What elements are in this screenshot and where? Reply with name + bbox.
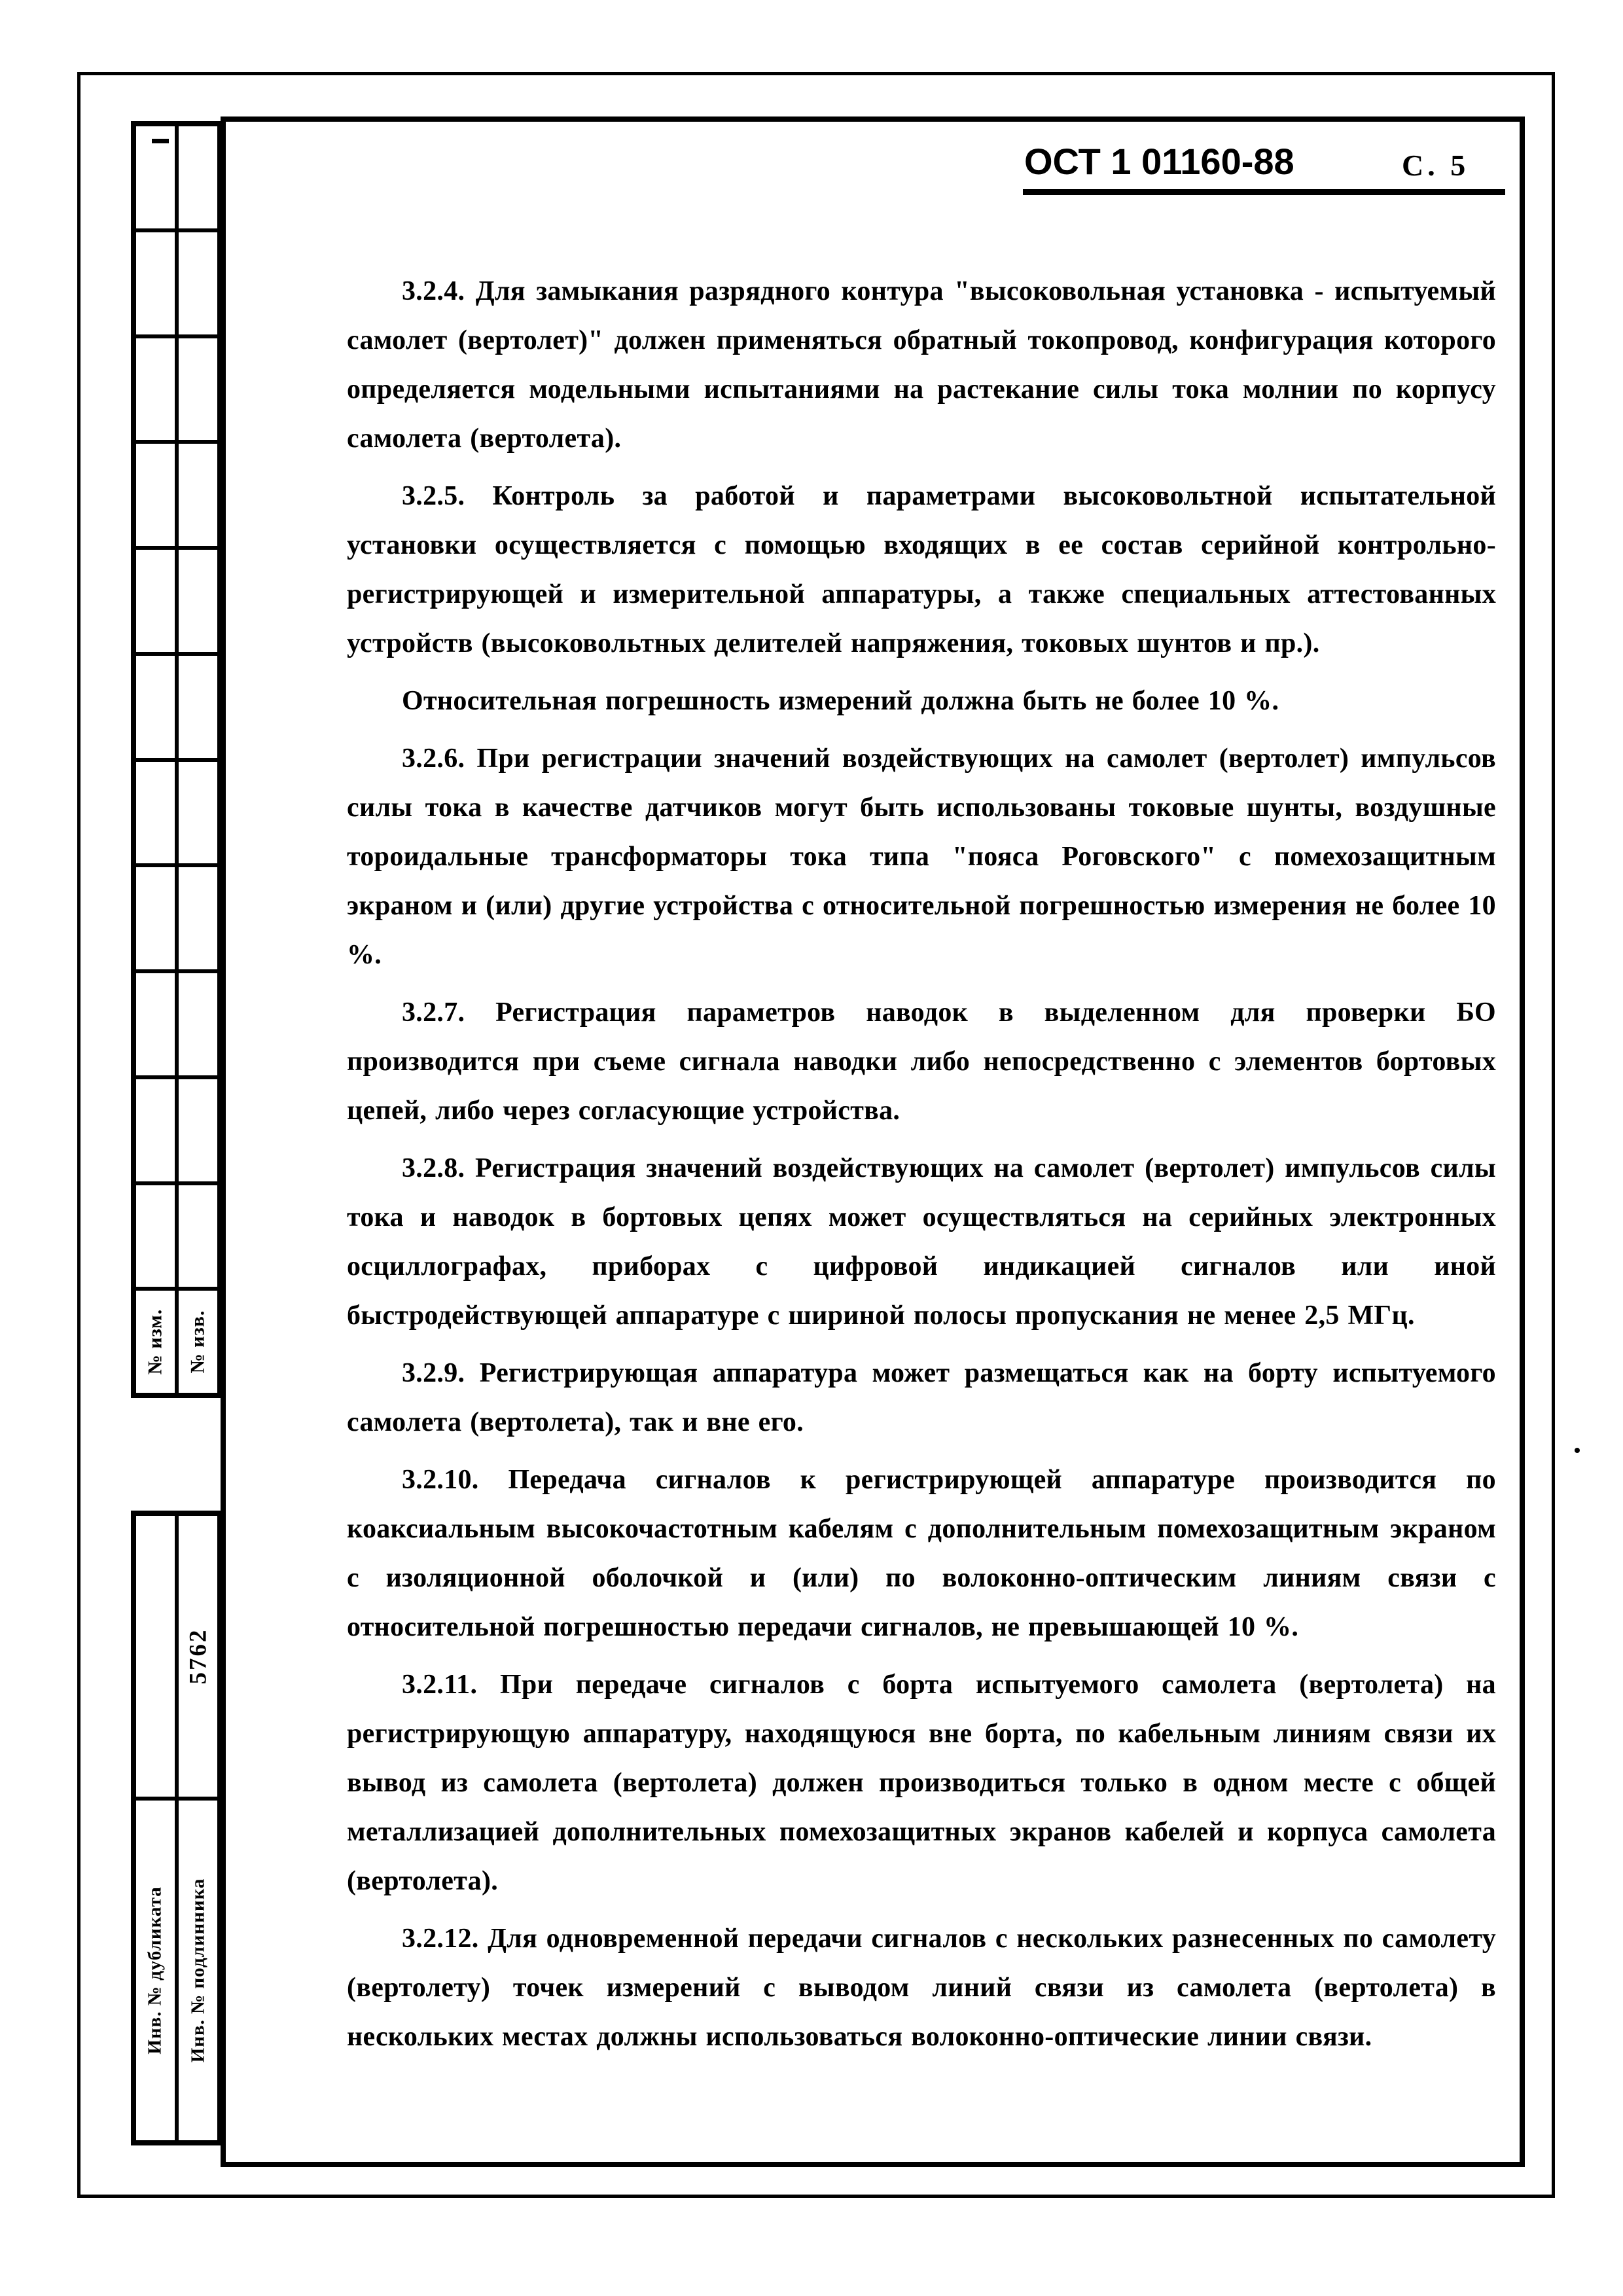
header-underline [1023, 189, 1505, 195]
stamp-cell-inv-duplicate [134, 1799, 177, 2142]
izv-label: № изв. [187, 1310, 209, 1374]
stamp-cell-empty [134, 230, 177, 336]
inv-original-label: Инв. № подлинника [187, 1878, 208, 2063]
paragraph-3-2-7: 3.2.7. Регистрация параметров наводок в выделенном для проверки БО производится при съеме сигнала наводки либо непосредственно с элементов бортовых цепей, либо через согласующие устройства. [347, 997, 1496, 1126]
stamp-cell-empty [134, 1183, 177, 1289]
paragraph-3-2-8: 3.2.8. Регистрация значений воздействующих на самолет (вертолет) импульсов силы тока и наводок в бортовых цепях может осуществляться на серийных электронных осциллографах, приборах с цифровой индикацией сигналов или иной быстродействующей аппаратуре с шириной полосы пропускания не менее 2,5 МГц. [347, 1153, 1496, 1331]
stamp-cell-empty [177, 1077, 219, 1183]
paragraph-3-2-5: 3.2.5. Контроль за работой и параметрами высоковольтной испытательной установки осуществляется с помощью входящих в ее состав серийной контрольно-регистрирующей и измерительной аппаратуры, а также специальных аттестованных устройств (высоковольтных делителей напряжения, токовых шунтов и пр.). [347, 481, 1496, 658]
paragraph-3-2-9: 3.2.9. Регистрирующая аппаратура может размещаться как на борту испытуемого самолета (вертолета), так и вне его. [347, 1358, 1496, 1437]
stamp-grid-lower [131, 1511, 223, 2145]
stamp-cell-empty [177, 124, 219, 230]
stamp-cell-empty [177, 865, 219, 971]
stamp-cell-empty [134, 1514, 177, 1799]
stamp-cell-empty [177, 654, 219, 760]
paragraph-3-2-11: 3.2.11. При передаче сигналов с борта испытуемого самолета (вертолета) на регистрирующую аппаратуру, находящуюся вне борта, по кабельным линиям связи их вывод из самолета (вертолета) должен производиться только в одном месте с общей металлизацией дополнительных помехозащитных экранов кабелей и корпуса самолета (вертолета). [347, 1670, 1496, 1896]
paragraph-3-2-10: 3.2.10. Передача сигналов к регистрирующей аппаратуре производится по коаксиальным высокочастотным кабелям с дополнительным помехозащитным экраном с изоляционной оболочкой и (или) по волоконно-оптическим линиям связи с относительной погрешностью передачи сигналов, не превышающей 10 %. [347, 1465, 1496, 1642]
document-code: 5762 [185, 1628, 211, 1685]
stamp-cell-empty [134, 760, 177, 866]
page-number-label: С. 5 [1402, 149, 1470, 182]
stamp-cell-empty [134, 654, 177, 760]
stamp-cell-code [177, 1514, 219, 1799]
stamp-cell-empty [177, 442, 219, 548]
stamp-cell-empty [177, 971, 219, 1077]
izm-label: № изм. [144, 1308, 166, 1375]
stamp-cell-empty [177, 548, 219, 654]
paragraph-measurement-error-note: Относительная погрешность измерений должна быть не более 10 %. [402, 686, 1279, 716]
stamp-cell-empty [134, 971, 177, 1077]
stamp-grid-upper [131, 121, 223, 1398]
stamp-cell-izm [134, 1289, 177, 1395]
stamp-cell-empty [134, 1077, 177, 1183]
paragraph-3-2-6: 3.2.6. При регистрации значений воздействующих на самолет (вертолет) импульсов силы тока в качестве датчиков могут быть использованы токовые шунты, воздушные тороидальные трансформаторы тока типа "пояса Роговского" с помехозащитным экраном и (или) другие устройства с относительной погрешностью измерения не более 10 %. [347, 744, 1496, 970]
stamp-cell-empty [177, 230, 219, 336]
stamp-cell-empty [134, 865, 177, 971]
inv-duplicate-label: Инв. № дубликата [145, 1886, 166, 2054]
scan-speck [1575, 1448, 1580, 1453]
document-number: ОСТ 1 01160-88 [1024, 141, 1294, 182]
paragraph-3-2-12: 3.2.12. Для одновременной передачи сигналов с нескольких разнесенных по самолету (вертолету) точек измерений с выводом линий связи из самолета (вертолета) в нескольких местах должны использоваться волоконно-оптические линии связи. [347, 1924, 1496, 2052]
stamp-cell-empty [134, 336, 177, 442]
scan-speck [152, 139, 169, 143]
stamp-cell-izv [177, 1289, 219, 1395]
stamp-cell-empty [134, 442, 177, 548]
stamp-cell-empty [177, 1183, 219, 1289]
stamp-cell-inv-original [177, 1799, 219, 2142]
stamp-cell-empty [177, 760, 219, 866]
stamp-cell-empty [177, 336, 219, 442]
stamp-cell-empty [134, 548, 177, 654]
paragraph-3-2-4: 3.2.4. Для замыкания разрядного контура "высоковольная установка - испытуемый самолет (вертолет)" должен применяться обратный токопровод, конфигурация которого определяется модельными испытаниями на растекание силы тока молнии по корпусу самолета (вертолета). [347, 276, 1496, 454]
standard-text-block [347, 267, 1496, 2070]
